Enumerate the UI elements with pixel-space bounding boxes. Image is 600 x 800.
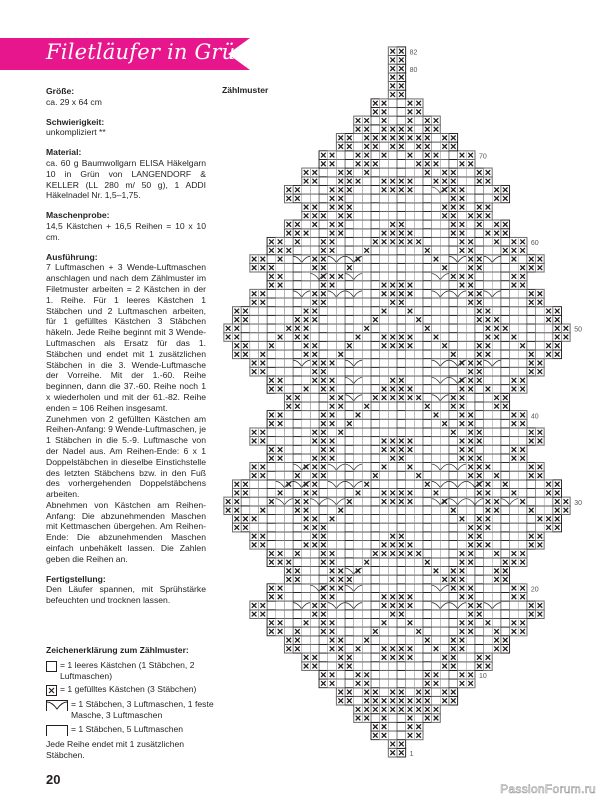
row-label: 20 [530, 586, 539, 594]
page-title: Filetläufer in Grün [46, 40, 250, 64]
section-heading: Ausführung: [46, 251, 98, 262]
row-label: 1 [409, 751, 414, 758]
section-heading: Größe: [46, 86, 75, 96]
row-label: 80 [409, 66, 418, 74]
section-paragraph: Abnehmen von Kästchen am Reihen-Anfang: Die abzunehmenden Maschen mit Kettmaschen übergehen. Am Reihen-Ende: Die abzunehmenden Maschen einfach unbehäkelt lassen. Die Zahlen geben die Reihen an. [46, 499, 206, 564]
section-heading: Schwierigkeit: [46, 116, 105, 127]
row-label: 50 [574, 326, 582, 334]
section-heading: Maschenprobe: [46, 210, 110, 221]
legend-note: Jede Reihe endet mit 1 zusätzlichen Stäbchen. [46, 738, 185, 760]
legend-text: = 1 Stäbchen, 5 Luftmaschen [71, 723, 184, 734]
page-number: 20 [46, 772, 61, 787]
legend-text: = 1 Stäbchen, 3 Luftmaschen, 1 feste Masche, 3 Luftmaschen [71, 699, 214, 721]
section-paragraph: Zunehmen von 2 gefüllten Kästchen am Reihen-Anfang: 9 Wende-Luftmaschen, je 1 Stäbchen in die 5.-9. Luftmasche von der Nadel aus. Am Reihen-Ende: 6 x 1 Doppelstäbchen in dieselbe Einstichstelle des letzten Stäbchens bzw. in den Fuß des vorhergehenden Doppelstäbchens arbeiten. [46, 413, 206, 500]
row-label: 82 [409, 49, 418, 57]
section-paragraph: 7 Luftmaschen + 3 Wende-Luftmaschen anschlagen und nach dem Zählmuster im Filetmuster arbeiten = 2 Kästchen in der 1. Reihe. Für 1 leeres Kästchen 1 Stäbchen und 2 Luftmaschen arbeiten, für 1 gefülltes Kästchen 3 Stäbchen häkeln. Jede Reihe beginnt mit 3 Wende-Luftmaschen als Ersatz für das 1. Stäbchen und endet mit 1 zusätzlichen Stäbchen in die 3. Wende-Luftmasche der Vorreihe. Mit der 1.-60. Reihe beginnen, dann die 37.-60. Reihe noch 1 x wiederholen und mit der 61.-82. Reihe enden = 106 Reihen insgesamt. [46, 262, 206, 413]
chart-title: Zählmuster [222, 85, 269, 95]
section-paragraph: Den Läufer spannen, mit Sprühstärke befeuchten und trocknen lassen. [46, 584, 206, 606]
row-label: 30 [574, 499, 582, 507]
watermark: PassionForum.ru [500, 782, 596, 796]
section-heading: Material: [46, 147, 82, 158]
section-paragraph: 14,5 Kästchen + 16,5 Reihen = 10 x 10 cm. [46, 220, 206, 242]
row-label: 40 [530, 413, 539, 421]
legend-text: = 1 gefülltes Kästchen (3 Stäbchen) [60, 684, 197, 695]
section-paragraph: ca. 60 g Baumwollgarn ELISA Häkelgarn 10 in Grün von LANGENDORF & KELLER (LL 280 m/ 50 g), 1 ADDI Häkelnadel Nr. 1,5–1,75. [46, 157, 206, 201]
row-label: 60 [530, 240, 539, 248]
legend-heading: Zeichenerklärung zum Zählmuster: [46, 645, 189, 655]
legend-text: = 1 leeres Kästchen (1 Stäbchen, 2 Luftmaschen) [60, 659, 195, 681]
section-paragraph: ca. 29 x 64 cm [46, 96, 102, 107]
section-heading: Fertigstellung: [46, 573, 106, 584]
row-label: 70 [478, 153, 487, 161]
section-paragraph: unkompliziert ** [46, 127, 106, 138]
row-label: 10 [478, 673, 487, 681]
